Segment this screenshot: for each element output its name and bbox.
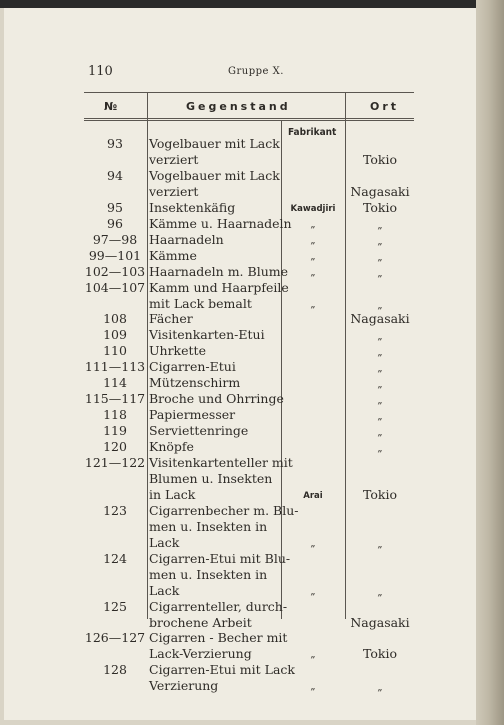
row-item: Kämme u. Haarnadeln — [149, 215, 292, 231]
row-item: Fächer — [149, 311, 193, 327]
row-item: Verzierung — [149, 678, 219, 694]
row-ort: Nagasaki — [350, 311, 410, 327]
row-ort: „ — [377, 299, 383, 311]
table-row — [84, 583, 414, 599]
row-number: 99—101 — [88, 247, 142, 263]
table-row — [84, 567, 414, 583]
row-item: verziert — [149, 151, 199, 167]
row-ort: Tokio — [363, 486, 397, 502]
row-number: 121—122 — [84, 455, 146, 470]
table-row — [84, 615, 414, 631]
row-item: brochene Arbeit — [149, 614, 252, 630]
row-item: Uhrkette — [149, 343, 206, 359]
row-item: Cigarrenbecher m. Blu- — [149, 502, 299, 518]
row-number: 115—117 — [84, 391, 146, 407]
table-row — [84, 375, 414, 391]
row-number: 94 — [107, 167, 123, 183]
table-row — [84, 264, 414, 280]
table-row — [84, 487, 414, 503]
row-item: Cigarren-Etui mit Lack — [149, 662, 295, 678]
table-row — [84, 599, 414, 615]
table-row — [84, 296, 414, 312]
table-row — [84, 359, 414, 375]
row-fabrikant: „ — [310, 234, 316, 246]
row-fabrikant: Kawadjiri — [290, 203, 336, 214]
row-item: Kämme — [149, 247, 197, 263]
page-edge — [476, 0, 504, 725]
row-ort: „ — [377, 251, 383, 263]
table-row — [84, 248, 414, 264]
row-ort: „ — [377, 586, 383, 598]
row-number: 102—103 — [84, 263, 146, 279]
row-ort: „ — [377, 395, 383, 407]
row-ort: „ — [377, 411, 383, 423]
table-row — [84, 184, 414, 200]
row-ort: „ — [377, 347, 383, 359]
row-ort: Nagasaki — [350, 614, 410, 630]
row-fabrikant: „ — [310, 250, 316, 262]
column-header-fabrikant: Fabrikant — [288, 127, 337, 138]
row-item: Lack — [149, 582, 180, 598]
row-ort: „ — [377, 219, 383, 231]
row-item: men u. Insekten in — [149, 518, 268, 534]
table-row — [84, 136, 414, 152]
row-item: Broche und Ohrringe — [149, 391, 284, 407]
table-row — [84, 439, 414, 455]
table-row — [84, 391, 414, 407]
table-row — [84, 168, 414, 184]
row-number: 95 — [107, 199, 123, 215]
table-row — [84, 455, 414, 471]
row-item: Cigarren - Becher mit — [149, 630, 288, 646]
row-ort: „ — [377, 443, 383, 455]
row-item: Visitenkarten-Etui — [149, 327, 265, 343]
table-row — [84, 519, 414, 535]
row-fabrikant: „ — [310, 537, 316, 549]
table-row — [84, 471, 414, 487]
row-ort: „ — [377, 267, 383, 279]
row-number: 97—98 — [92, 231, 138, 247]
table-row — [84, 535, 414, 551]
row-fabrikant: „ — [310, 266, 316, 278]
row-number: 110 — [103, 343, 127, 359]
row-item: Cigarren-Etui mit Blu- — [149, 550, 291, 566]
page-number: 110 — [88, 64, 113, 79]
row-ort: „ — [377, 538, 383, 550]
row-ort: „ — [377, 379, 383, 391]
row-item: Kamm und Haarpfeile — [149, 279, 289, 295]
table-row — [84, 327, 414, 343]
column-header-item: Gegenstand — [186, 100, 291, 113]
row-ort: „ — [377, 682, 383, 694]
row-ort: „ — [377, 427, 383, 439]
table-row — [84, 216, 414, 232]
row-number: 124 — [103, 550, 127, 566]
row-number: 128 — [103, 662, 127, 678]
row-number: 125 — [103, 598, 127, 614]
table-row — [84, 280, 414, 296]
row-number: 108 — [103, 311, 127, 327]
row-number: 123 — [103, 502, 127, 518]
row-fabrikant: „ — [310, 585, 316, 597]
row-item: Haarnadeln m. Blume — [149, 263, 288, 279]
row-item: Insektenkäfig — [149, 199, 236, 215]
row-number: 120 — [103, 439, 127, 455]
row-item: Lack-Verzierung — [149, 646, 252, 662]
row-item: men u. Insekten in — [149, 566, 268, 582]
row-ort: „ — [377, 331, 383, 343]
table-top-rule — [84, 92, 414, 93]
row-item: Vogelbauer mit Lack — [149, 167, 280, 183]
row-number: 104—107 — [84, 279, 146, 295]
table-row — [84, 503, 414, 519]
row-item: Mützenschirm — [149, 375, 241, 391]
running-header: Gruppe X. — [228, 66, 284, 77]
table-row — [84, 232, 414, 248]
row-item: Vogelbauer mit Lack — [149, 136, 280, 151]
table-row — [84, 646, 414, 662]
row-fabrikant: Arai — [303, 490, 323, 501]
header-rule — [84, 118, 414, 119]
row-number: 119 — [103, 423, 127, 439]
row-item: Blumen u. Insekten — [149, 470, 273, 486]
row-ort: Tokio — [363, 646, 397, 662]
row-number: 118 — [103, 407, 127, 423]
row-item: Serviettenringe — [149, 423, 249, 439]
row-fabrikant: „ — [310, 649, 316, 661]
row-ort: Nagasaki — [350, 183, 410, 199]
scan-top-border — [0, 0, 504, 8]
table-row — [84, 200, 414, 216]
row-item: Knöpfe — [149, 439, 194, 455]
row-item: mit Lack bemalt — [149, 295, 252, 311]
row-item: Cigarrenteller, durch- — [149, 598, 288, 614]
table-row — [84, 551, 414, 567]
table-row — [84, 311, 414, 327]
table-row — [84, 423, 414, 439]
row-item: Visitenkartenteller mit — [149, 455, 293, 470]
header-rule-double — [84, 120, 414, 121]
row-fabrikant: „ — [310, 218, 316, 230]
table-row — [84, 678, 414, 694]
row-item: Haarnadeln — [149, 231, 224, 247]
row-item: verziert — [149, 183, 199, 199]
column-header-no: № — [104, 100, 121, 113]
row-number: 114 — [103, 375, 127, 391]
row-item: Lack — [149, 534, 180, 550]
row-fabrikant: „ — [310, 298, 316, 310]
table-row — [84, 407, 414, 423]
row-item: Cigarren-Etui — [149, 359, 236, 375]
row-ort: „ — [377, 235, 383, 247]
row-ort: „ — [377, 363, 383, 375]
row-ort: Tokio — [363, 151, 397, 167]
column-header-ort: Ort — [370, 100, 400, 113]
table-row — [84, 152, 414, 168]
row-number: 96 — [107, 215, 123, 231]
row-item: in Lack — [149, 486, 196, 502]
row-number: 93 — [107, 136, 123, 151]
table-row — [84, 662, 414, 678]
row-number: 109 — [103, 327, 127, 343]
row-number: 126—127 — [84, 630, 146, 646]
row-ort: Tokio — [363, 199, 397, 215]
table-row — [84, 630, 414, 646]
row-number: 111—113 — [84, 359, 146, 375]
table-row — [84, 343, 414, 359]
row-item: Papiermesser — [149, 407, 236, 423]
row-fabrikant: „ — [310, 681, 316, 693]
